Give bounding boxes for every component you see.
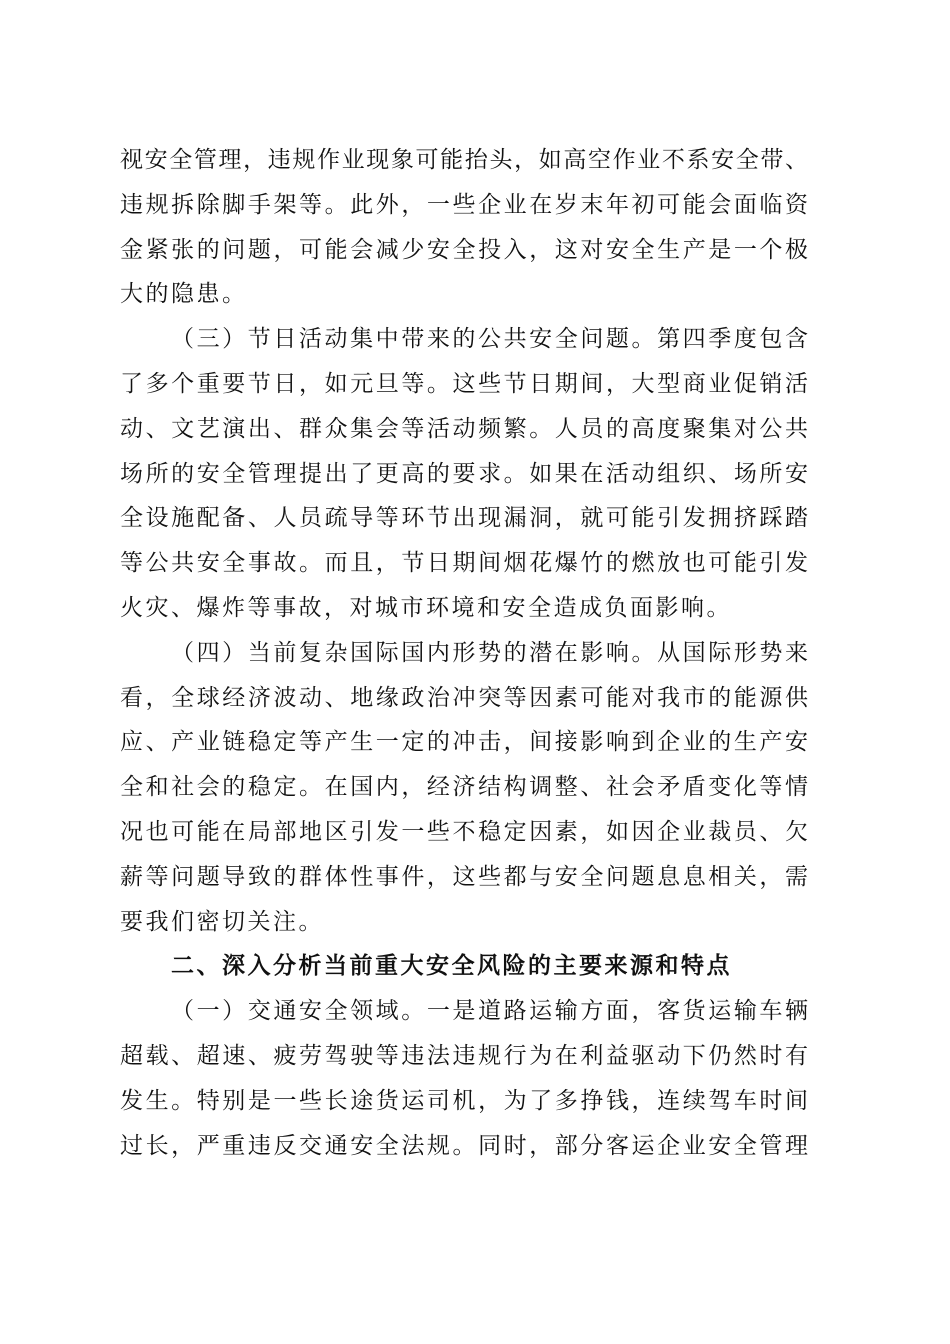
text-line: 金紧张的问题，可能会减少安全投入，这对安全生产是一个极 bbox=[120, 236, 808, 263]
text-line: 要我们密切关注。 bbox=[120, 908, 324, 935]
text-line: 全和社会的稳定。在国内，经济结构调整、社会矛盾变化等情 bbox=[120, 774, 808, 801]
text-line: （一）交通安全领域。一是道路运输方面，客货运输车辆 bbox=[171, 998, 808, 1025]
text-line: 火灾、爆炸等事故，对城市环境和安全造成负面影响。 bbox=[120, 594, 732, 621]
paragraph-domestic-international-situation bbox=[120, 631, 808, 945]
text-line: 薪等问题导致的群体性事件，这些都与安全问题息息相关，需 bbox=[120, 863, 808, 890]
text-line: 大的隐患。 bbox=[120, 281, 248, 308]
text-line: （三）节日活动集中带来的公共安全问题。第四季度包含 bbox=[171, 326, 808, 353]
text-line: 看，全球经济波动、地缘政治冲突等因素可能对我市的能源供 bbox=[120, 684, 808, 711]
paragraph-continuation bbox=[120, 138, 808, 317]
text-line: 场所的安全管理提出了更高的要求。如果在活动组织、场所安 bbox=[120, 460, 808, 487]
text-line: （四）当前复杂国际国内形势的潜在影响。从国际形势来 bbox=[171, 639, 808, 666]
text-line: 全设施配备、人员疏导等环节出现漏洞，就可能引发拥挤踩踏 bbox=[120, 505, 808, 532]
text-line: 况也可能在局部地区引发一些不稳定因素，如因企业裁员、欠 bbox=[120, 818, 808, 845]
section-heading-block bbox=[120, 944, 808, 989]
text-line: 视安全管理，违规作业现象可能抬头，如高空作业不系安全带、 bbox=[120, 147, 808, 173]
text-line: 等公共安全事故。而且，节日期间烟花爆竹的燃放也可能引发 bbox=[120, 550, 808, 577]
text-line: 发生。特别是一些长途货运司机，为了多挣钱，连续驾车时间 bbox=[120, 1087, 808, 1114]
text-line: 动、文艺演出、群众集会等活动频繁。人员的高度聚集对公共 bbox=[120, 415, 808, 442]
paragraph-holiday-public-safety bbox=[120, 317, 808, 631]
text-line: 了多个重要节日，如元旦等。这些节日期间，大型商业促销活 bbox=[120, 370, 808, 397]
text-line: 应、产业链稳定等产生一定的冲击，间接影响到企业的生产安 bbox=[120, 729, 808, 756]
section-heading: 二、深入分析当前重大安全风险的主要来源和特点 bbox=[171, 953, 732, 980]
document-body bbox=[120, 138, 808, 1168]
text-line: 违规拆除脚手架等。此外，一些企业在岁末年初可能会面临资 bbox=[120, 191, 808, 218]
text-line: 超载、超速、疲劳驾驶等违法违规行为在利益驱动下仍然时有 bbox=[120, 1042, 808, 1069]
paragraph-traffic-safety bbox=[120, 989, 808, 1168]
text-line: 过长，严重违反交通安全法规。同时，部分客运企业安全管理 bbox=[120, 1132, 808, 1159]
